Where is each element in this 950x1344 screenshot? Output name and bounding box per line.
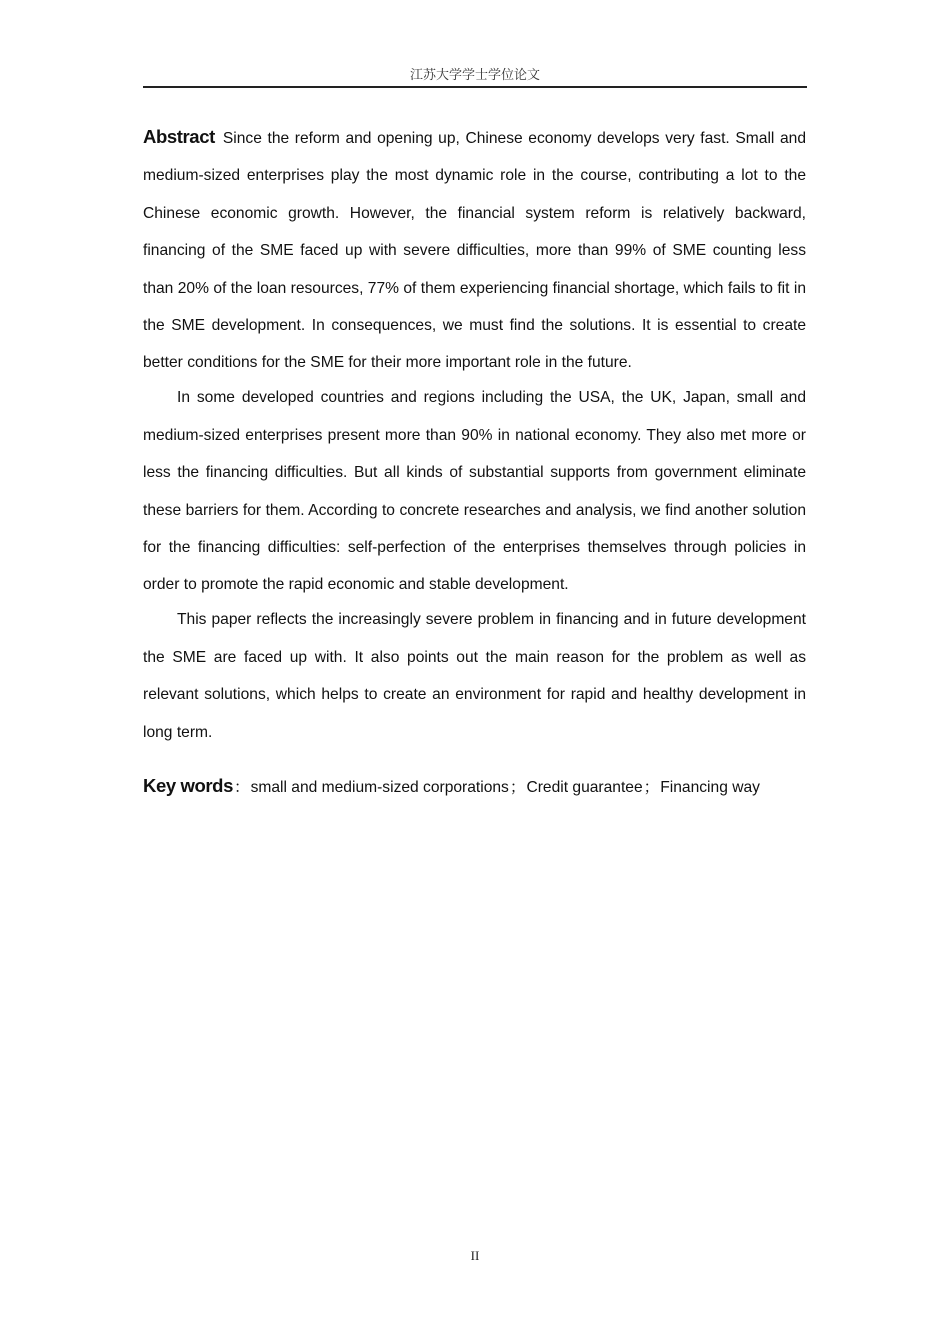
keywords-line xyxy=(143,774,806,800)
abstract-paragraph-1-text: Since the reform and opening up, Chinese economy develops very fast. Small and medium-sized enterprises play the most dynamic role in the course, contributing a lot to the Chinese economic growth. However, the financial system reform is relatively backward, financing of the SME faced up with severe difficulties, more than 99% of SME counting less than 20% of the loan resources, 77% of them experiencing financial shortage, which fails to fit in the SME development. In consequences, we must find the solutions. It is essential to create better conditions for the SME for their more important role in the future. xyxy=(143,130,806,372)
header-title: 江苏大学学士学位论文 xyxy=(409,68,540,83)
keyword-item: Financing way xyxy=(660,778,760,796)
page-header xyxy=(143,66,807,88)
abstract-paragraph-2: In some developed countries and regions including the USA, the UK, Japan, small and medium-sized enterprises present more than 90% in national economy. They also met more or less the financing difficulties. But all kinds of substantial supports from government eliminate these barriers for them. According to concrete researches and analysis, we find another solution for the financing difficulties: self-perfection of the enterprises themselves through policies in order to promote the rapid economic and stable development. xyxy=(143,389,806,594)
abstract-heading: Abstract xyxy=(143,126,215,147)
page-number: II xyxy=(470,1248,480,1263)
keyword-item: Credit guarantee xyxy=(526,778,643,796)
keyword-item: small and medium-sized corporations xyxy=(250,778,509,796)
abstract-paragraph-1 xyxy=(143,118,806,382)
abstract-paragraph-3: This paper reflects the increasingly severe problem in financing and in future development the SME are faced up with. It also points out the main reason for the problem as well as relevant solutions, which helps to create an environment for rapid and healthy development in long term. xyxy=(143,611,806,741)
keywords-colon: ： xyxy=(233,777,250,796)
abstract-section xyxy=(143,118,806,800)
keywords-heading: Key words xyxy=(143,774,233,796)
keyword-separator: ； xyxy=(643,777,660,796)
keyword-separator: ； xyxy=(509,777,526,796)
